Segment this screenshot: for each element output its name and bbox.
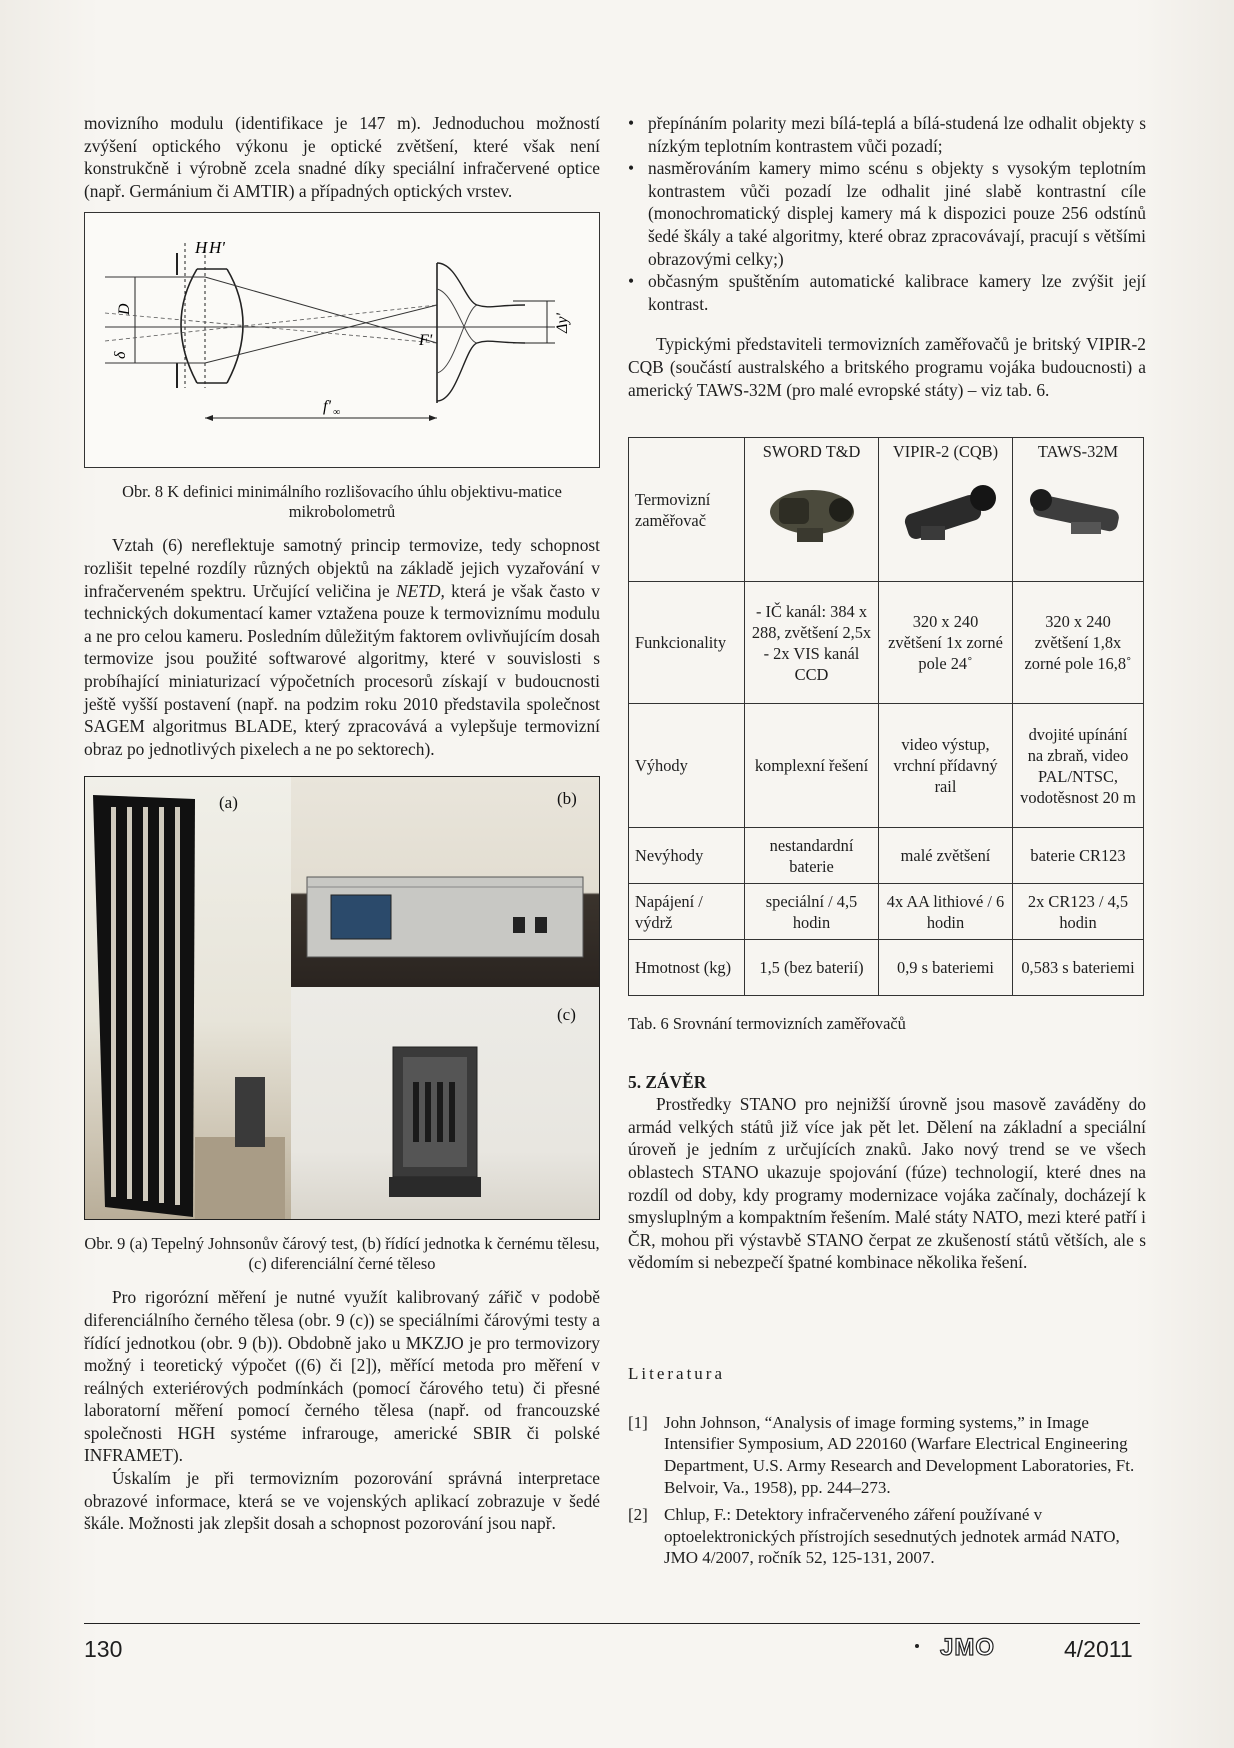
list-item bbox=[628, 1412, 1146, 1498]
reference-number: [1] bbox=[628, 1412, 648, 1432]
taws-sight-image bbox=[1023, 470, 1133, 550]
table-row bbox=[629, 828, 1144, 884]
label-delta-y: Δy' bbox=[554, 313, 571, 334]
control-unit-image bbox=[291, 777, 600, 987]
table-cell: 320 x 240 zvětšení 1x zorné pole 24˚ bbox=[879, 582, 1013, 704]
table-cell: speciální / 4,5 hodin bbox=[745, 884, 879, 940]
netd-term: NETD, bbox=[396, 580, 445, 601]
table-col-vipir bbox=[879, 438, 1013, 582]
lens-diagram-svg bbox=[85, 213, 598, 466]
table-row-label: Napájení / výdrž bbox=[629, 884, 745, 940]
vipir-sight-image bbox=[891, 470, 1001, 550]
photo-label-c: (c) bbox=[557, 1005, 576, 1025]
label-d: D bbox=[116, 303, 133, 316]
column-header: SWORD T&D bbox=[762, 442, 861, 462]
table-cell: malé zvětšení bbox=[879, 828, 1013, 884]
left-column bbox=[84, 112, 600, 1535]
table-cell: 0,583 s bateriemi bbox=[1013, 940, 1144, 996]
blackbody-image bbox=[291, 987, 600, 1220]
table-cell: 1,5 (bez baterií) bbox=[745, 940, 879, 996]
footer-dot bbox=[915, 1644, 919, 1648]
table-row bbox=[629, 704, 1144, 828]
table-cell: dvojité upínání na zbraň, video PAL/NTSC, vodotěsnost 20 m bbox=[1013, 704, 1144, 828]
typical-sights-paragraph: Typickými představiteli termovizních zaměřovačů je britský VIPIR-2 CQB (součástí australského a britského programu vojáka budoucnosti) a americký TAWS-32M (pro malé evropské státy) – viz tab. 6. bbox=[628, 334, 1146, 400]
label-delta: δ bbox=[112, 351, 129, 360]
calibration-paragraph: Pro rigorózní měření je nutné využít kalibrovaný zářič v podobě diferenciálního černého tělesa (obr. 9 (c)) se speciálními čárovými testy a řídící jednotkou (obr. 9 (b)). Obdobně jako u MKZJO je pro termovizory možný i teoretický výpočet ((6) či [2]), měřící metoda pro měření v reálných exteriérových podmínkách (pomocí čárového tetu) či přesné laboratorní měření pomocí černého tělesa (např. od francouzské společnosti HGH systéme infrarouge, americké SBIR či polské INFRAMET). bbox=[84, 1287, 600, 1466]
reference-text: John Johnson, “Analysis of image forming systems,” in Image Intensifier Symposium, AD 220160 (Warfare Electrical Engineering Department, U.S. Army Research and Development Laboratories, Ft. Belvoir, Va., 1958), pp. 244–273. bbox=[664, 1412, 1135, 1497]
label-h-prime: H' bbox=[209, 238, 225, 258]
table-cell: - IČ kanál: 384 x 288, zvětšení 2,5x - 2x VIS kanál CCD bbox=[745, 582, 879, 704]
figure-9-photo bbox=[84, 776, 600, 1220]
table-cell: video výstup, vrchní přídavný rail bbox=[879, 704, 1013, 828]
table-cell: nestandardní baterie bbox=[745, 828, 879, 884]
table-cell: 4x AA lithiové / 6 hodin bbox=[879, 884, 1013, 940]
right-column bbox=[628, 112, 1146, 1575]
table-caption: Tab. 6 Srovnání termovizních zaměřovačů bbox=[628, 1014, 906, 1034]
section-title: 5. ZÁVĚR bbox=[628, 1072, 707, 1093]
reference-number: [2] bbox=[628, 1505, 648, 1525]
list-item: • přepínáním polarity mezi bílá-teplá a bílá-studená lze odhalit objekty s nízkým teplotním kontrastem vůči pozadí; bbox=[628, 112, 1146, 157]
intro-paragraph: movizního modulu (identifikace je 147 m). Jednoduchou možností zvýšení optického výkonu je optické zvětšení, které však není konstrukčně i výrobně zcela snadné díky speciální infračervené optice (např. Germánium či AMTIR) a případných optických vrstev. bbox=[84, 113, 600, 201]
footer-rule bbox=[84, 1623, 1140, 1624]
photo-panel-b bbox=[291, 777, 600, 987]
label-f-sub: ∞ bbox=[333, 407, 341, 419]
figure-9-caption: Obr. 9 (a) Tepelný Johnsonův čárový test, (b) řídící jednotka k černému tělesu, (c) diferenciální černé těleso bbox=[84, 1234, 600, 1274]
photo-label-a: (a) bbox=[219, 793, 238, 813]
netd-paragraph bbox=[84, 534, 600, 760]
list-item bbox=[628, 1504, 1146, 1569]
figure-8-caption: Obr. 8 K definici minimálního rozlišovacího úhlu objektivu-matice mikrobolometrů bbox=[122, 482, 562, 522]
table-cell: komplexní řešení bbox=[745, 704, 879, 828]
page-number: 130 bbox=[84, 1636, 123, 1662]
list-item: • nasměrováním kamery mimo scénu s objekty s vysokým teplotním kontrastem vůči pozadí lze odhalit jiné slabě kontrastní cíle (monochromatický displej kamery má k dispozici pouze 256 odstínů šedé škály a také algoritmy, které obraz zpracovávají, pracují s většími obrazovými celky;) bbox=[628, 157, 1146, 270]
label-f-prime: F' bbox=[419, 332, 433, 350]
photo-label-b: (b) bbox=[557, 789, 577, 809]
netd-text-a: Vztah (6) nereflektuje samotný princip termovize, tedy schopnost rozlišit tepelné rozdíly různých objektů na základě jejich vyzařování v infračerveném spektru. Určující veličina je bbox=[84, 535, 600, 601]
johnson-bar-test-image bbox=[85, 777, 291, 1220]
table-cell: 320 x 240 zvětšení 1,8x zorné pole 16,8˚ bbox=[1013, 582, 1144, 704]
label-f: f' bbox=[323, 398, 331, 416]
table-row-label: Hmotnost (kg) bbox=[629, 940, 745, 996]
table-row bbox=[629, 940, 1144, 996]
table-row bbox=[629, 884, 1144, 940]
column-header: TAWS-32M bbox=[1037, 442, 1119, 462]
conclusion-paragraph: Prostředky STANO pro nejnižší úrovně jsou masově zaváděny do armád velkých států již více jak pět let. Dělení na základní a speciální úroveň je jedním z určujících znaků. Jako nový trend se ve všech oblastech STANO ukazuje spojování (fúze) technologií, které dnes na rozdíl od doby, kdy programy modernizace vojáka začínaly, docházejí k smysluplným a kompaktním řešením. Malé státy NATO, mezi které patří i ČR, mohou při výstavbě STANO čerpat ze zkušeností států větších, ale s vědomím si nebezpečí špatné kombinace několika řešení. bbox=[628, 1094, 1146, 1273]
reference-text: Chlup, F.: Detektory infračerveného záření používané v optoelektronických přístrojích sesednutých jednotek armád NATO, JMO 4/2007, ročník 52, 125-131, 2007. bbox=[664, 1505, 1120, 1568]
interpretation-paragraph: Úskalím je při termovizním pozorování správná interpretace obrazové informace, která se ve vojenských aplikací zobrazuje v šedé škále. Možnosti jak zlepšit dosah a schopnost pozorování jsou např. bbox=[84, 1468, 600, 1534]
table-cell: baterie CR123 bbox=[1013, 828, 1144, 884]
label-h: H bbox=[195, 238, 208, 258]
table-row bbox=[629, 582, 1144, 704]
figure-8-lens-diagram bbox=[84, 212, 600, 468]
literature-title: Literatura bbox=[628, 1363, 726, 1383]
table-header-label: Termovizní zaměřovač bbox=[629, 438, 745, 582]
reference-list bbox=[628, 1412, 1146, 1569]
sword-sight-image bbox=[757, 470, 867, 550]
table-cell: 0,9 s bateriemi bbox=[879, 940, 1013, 996]
comparison-table bbox=[628, 437, 1144, 996]
list-item: • občasným spuštěním automatické kalibrace kamery lze zvýšit její kontrast. bbox=[628, 270, 1146, 315]
table-row-label: Výhody bbox=[629, 704, 745, 828]
table-row-label: Nevýhody bbox=[629, 828, 745, 884]
table-header-row bbox=[629, 438, 1144, 582]
netd-text-b: která je však často v technických dokumentací kamer vztažena pouze k termoviznímu modulu a ne pro celou kameru. Posledním důležitým faktorem ovlivňujícím dosah termovize jsou použité softwarové algoritmy, které v souvislosti s probíhající miniaturizací výpočetních procesorů získají v budoucnosti ještě vyšší postavení (např. na podzim roku 2010 představila společnost SAGEM algoritmus BLADE, který zpracovává a vylepšuje termovizní obraz po jednotlivých pixelech a ne po sektorech). bbox=[84, 580, 600, 759]
table-col-sword bbox=[745, 438, 879, 582]
table-row-label: Funkcionality bbox=[629, 582, 745, 704]
tips-list bbox=[628, 112, 1146, 315]
photo-panel-c bbox=[291, 987, 600, 1220]
table-col-taws bbox=[1013, 438, 1144, 582]
photo-panel-a bbox=[85, 777, 291, 1220]
table-cell: 2x CR123 / 4,5 hodin bbox=[1013, 884, 1144, 940]
journal-logo: JMO bbox=[940, 1634, 996, 1661]
issue-number: 4/2011 bbox=[1064, 1636, 1133, 1662]
column-header: VIPIR-2 (CQB) bbox=[892, 442, 999, 462]
